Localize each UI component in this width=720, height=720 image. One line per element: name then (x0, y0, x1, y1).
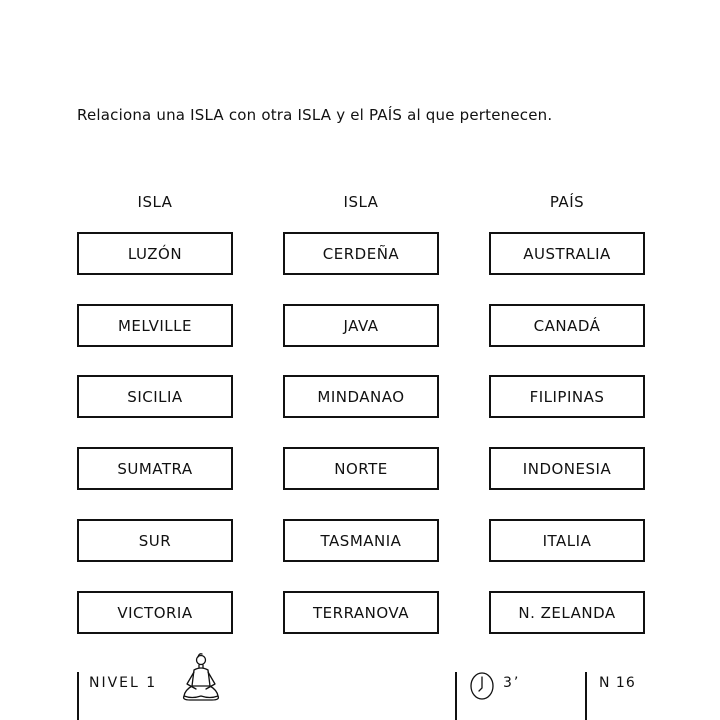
match-box[interactable]: CERDEÑA (283, 232, 439, 275)
match-box[interactable]: LUZÓN (77, 232, 233, 275)
match-box[interactable]: N. ZELANDA (489, 591, 645, 634)
match-box[interactable]: TASMANIA (283, 519, 439, 562)
time-label: 3’ (503, 675, 521, 691)
match-box[interactable]: INDONESIA (489, 447, 645, 490)
match-box[interactable]: VICTORIA (77, 591, 233, 634)
level-label: NIVEL 1 (89, 675, 158, 691)
match-box[interactable]: NORTE (283, 447, 439, 490)
match-box[interactable]: CANADÁ (489, 304, 645, 347)
match-box[interactable]: ITALIA (489, 519, 645, 562)
match-box[interactable]: SUMATRA (77, 447, 233, 490)
match-box[interactable]: TERRANOVA (283, 591, 439, 634)
footer-divider (455, 672, 457, 720)
match-box[interactable]: AUSTRALIA (489, 232, 645, 275)
instruction-text: Relaciona una ISLA con otra ISLA y el PAÍS al que pertenecen. (77, 106, 553, 124)
exercise-number: N 16 (599, 675, 636, 691)
match-box[interactable]: SICILIA (77, 375, 233, 418)
match-box[interactable]: SUR (77, 519, 233, 562)
match-box[interactable]: MELVILLE (77, 304, 233, 347)
footer-divider (585, 672, 587, 720)
match-box[interactable]: JAVA (283, 304, 439, 347)
column-header-isla-1: ISLA (137, 193, 173, 211)
match-box[interactable]: MINDANAO (283, 375, 439, 418)
meditating-person-icon (178, 652, 224, 706)
column-header-isla-2: ISLA (343, 193, 379, 211)
footer-divider (77, 672, 79, 720)
clock-icon (469, 671, 495, 701)
column-header-pais: PAÍS (549, 193, 585, 211)
match-box[interactable]: FILIPINAS (489, 375, 645, 418)
